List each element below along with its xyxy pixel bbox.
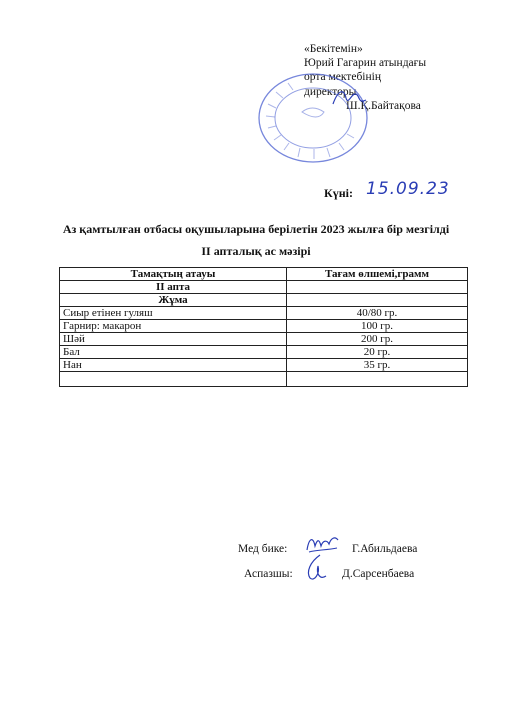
approval-school-line: Юрий Гагарин атындағы xyxy=(304,57,427,70)
empty-cell xyxy=(287,294,468,307)
date-value: 15.09.23 xyxy=(366,179,450,199)
table-row xyxy=(60,333,468,346)
document-subtitle: ІІ апталық ас мәзірі xyxy=(201,244,311,258)
dish-amount: 100 гр. xyxy=(287,320,468,333)
approval-title: «Бекітемін» xyxy=(304,43,363,55)
dish-amount: 200 гр. xyxy=(287,333,468,346)
nurse-role: Мед бике: xyxy=(238,543,288,555)
header-dish-name: Тамақтың атауы xyxy=(60,268,287,281)
table-row xyxy=(60,359,468,372)
dish-name: Бал xyxy=(60,346,287,359)
approval-position: директоры xyxy=(304,85,357,98)
cook-signature xyxy=(302,552,330,584)
dish-amount: 20 гр. xyxy=(287,346,468,359)
nurse-name: Г.Абильдаева xyxy=(352,543,418,555)
cook-name: Д.Сарсенбаева xyxy=(342,568,415,580)
empty-cell xyxy=(60,372,287,387)
dish-name: Гарнир: макарон xyxy=(60,320,287,333)
header-portion-size: Тағам өлшемі,грамм xyxy=(287,268,468,281)
approval-school-line-2: орта мектебінің xyxy=(304,71,381,84)
empty-cell xyxy=(287,372,468,387)
director-signature xyxy=(330,86,370,112)
dish-name: Нан xyxy=(60,359,287,372)
nurse-signature-row xyxy=(238,543,287,555)
cook-role: Аспазшы: xyxy=(244,568,293,580)
day-label: Жұма xyxy=(60,294,287,307)
approval-director-name: Ш.Қ.Байтақова xyxy=(346,99,421,112)
week-label: ІІ апта xyxy=(60,281,287,294)
table-row xyxy=(60,346,468,359)
document-title: Аз қамтылған отбасы оқушыларына берілетін 2023 жылға бір мезгілді xyxy=(62,222,450,236)
school-stamp-seal xyxy=(254,68,372,168)
dish-amount: 35 гр. xyxy=(287,359,468,372)
menu-table xyxy=(59,267,468,387)
cook-signature-row xyxy=(244,568,293,580)
table-row xyxy=(60,307,468,320)
date-label: Күні: xyxy=(324,186,353,200)
table-row-day xyxy=(60,294,468,307)
dish-name: Шәй xyxy=(60,333,287,346)
table-row-week xyxy=(60,281,468,294)
empty-cell xyxy=(287,281,468,294)
dish-amount: 40/80 гр. xyxy=(287,307,468,320)
table-row-empty xyxy=(60,372,468,387)
table-header-row xyxy=(60,268,468,281)
table-row xyxy=(60,320,468,333)
dish-name: Сиыр етінен гуляш xyxy=(60,307,287,320)
